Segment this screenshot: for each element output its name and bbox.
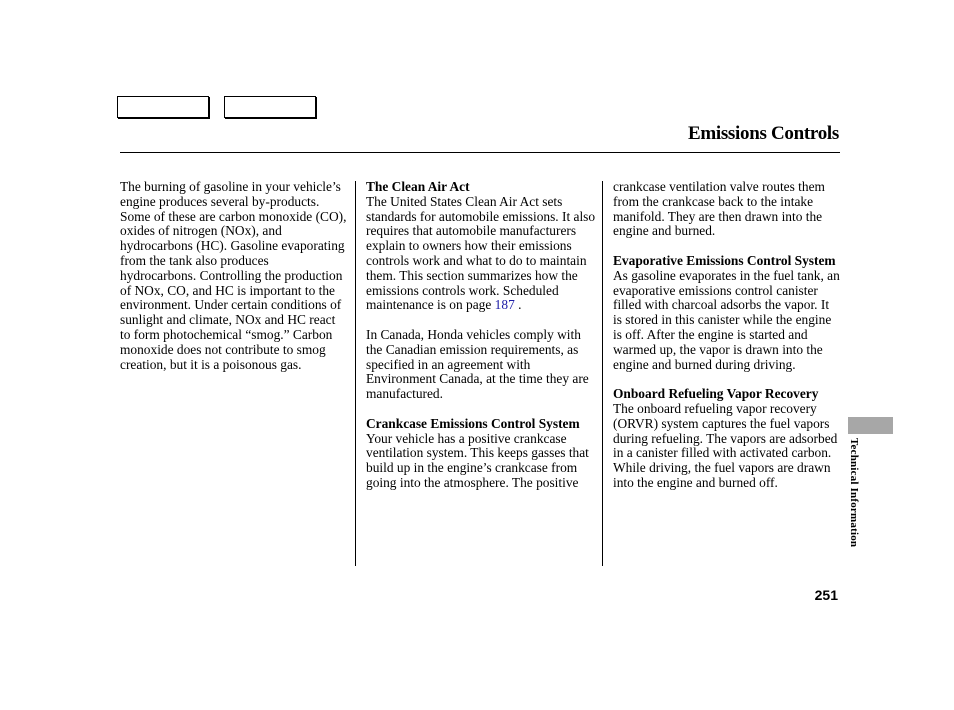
clean-air-act-text: The United States Clean Air Act sets standards for automobile emissions. It also requires that automobile manufacturers explain to owners how their emissions controls work and what to do to maintain them. This section summarizes how the emissions controls work. Scheduled maintenance is on page: [366, 193, 596, 313]
column-3: [613, 180, 841, 491]
page-ref-suffix: .: [518, 297, 522, 313]
nav-button-previous[interactable]: [117, 96, 209, 118]
crankcase-paragraph: Your vehicle has a positive crankcase ventilation system. This keeps gasses that build up in the engine’s crankcase from going into the atmosphere. The positive: [366, 430, 589, 490]
evaporative-heading: Evaporative Emissions Control System: [613, 252, 836, 268]
crankcase-paragraph-continued: crankcase ventilation valve routes them from the crankcase back to the intake manifold. They are then drawn into the engine and burned.: [613, 179, 825, 239]
page-title: Emissions Controls: [687, 123, 839, 144]
orvr-heading: Onboard Refueling Vapor Recovery: [613, 386, 819, 402]
clean-air-act-heading: The Clean Air Act: [366, 179, 470, 194]
column-1: [120, 180, 348, 372]
maintenance-page-link[interactable]: 187: [494, 297, 515, 313]
clean-air-act-paragraph: [366, 195, 596, 313]
column-2: [366, 180, 596, 491]
column-divider: [602, 181, 603, 566]
title-rule: [120, 152, 840, 153]
section-label: Technical Information: [848, 438, 860, 548]
page-number: 251: [814, 587, 838, 603]
canada-paragraph: In Canada, Honda vehicles comply with the Canadian emission requirements, as specified in an agreement with Environment Canada, at the time they are manufactured.: [366, 326, 589, 402]
section-tab[interactable]: [848, 417, 893, 434]
column-divider: [355, 181, 356, 566]
crankcase-heading: Crankcase Emissions Control System: [366, 415, 580, 431]
nav-button-next[interactable]: [224, 96, 316, 118]
orvr-paragraph: The onboard refueling vapor recovery (ORVR) system captures the fuel vapors during refueling. The vapors are adsorbed in a canister filled with activated carbon. While driving, the fuel vapors are drawn into the engine and burned off.: [613, 400, 838, 490]
intro-paragraph: The burning of gasoline in your vehicle’s engine produces several by-products. Some of these are carbon monoxide (CO), oxides of nitrogen (NOx), and hydrocarbons (HC). Gasoline evaporating from the tank also produces hydrocarbons. Controlling the production of NOx, CO, and HC is important to the environment. Under certain conditions of sunlight and climate, NOx and HC react to form photochemical “smog.” Carbon monoxide does not contribute to smog creation, but it is a poisonous gas.: [120, 179, 347, 372]
evaporative-paragraph: As gasoline evaporates in the fuel tank, an evaporative emissions control canister filled with charcoal adsorbs the vapor. It is stored in this canister while the engine is off. After the engine is started and warmed up, the vapor is drawn into the engine and burned during driving.: [613, 267, 840, 372]
